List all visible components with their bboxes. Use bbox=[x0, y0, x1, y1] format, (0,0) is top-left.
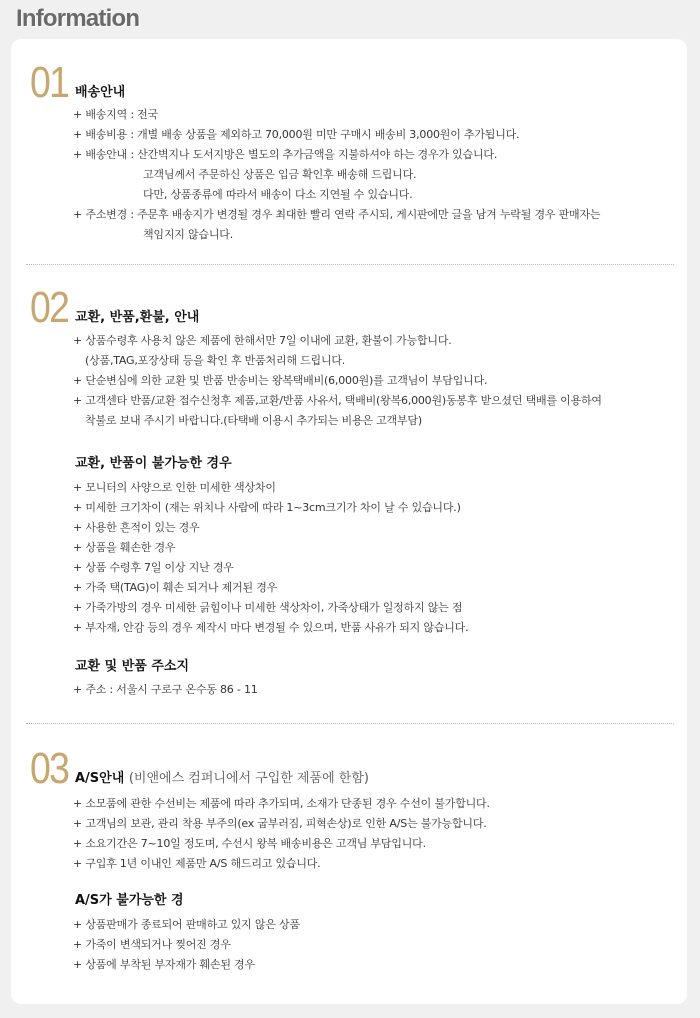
section-title bbox=[75, 767, 369, 786]
page-title: Information bbox=[16, 5, 140, 32]
as-list bbox=[73, 794, 490, 874]
section-title: 배송안내 bbox=[75, 85, 126, 100]
list-item: + 소요기간은 7~10일 정도며, 수선시 왕복 배송비용은 고객님 부담입니다. bbox=[73, 837, 426, 850]
return-address-list bbox=[73, 680, 258, 700]
list-item: + 미세한 크기차이 (재는 위치나 사람에 따라 1~3cm크기가 차이 날 수 있습니다.) bbox=[73, 501, 461, 514]
section-title-text: A/S안내 bbox=[75, 771, 125, 786]
list-item: + 고객센타 반품/교환 접수신청후 제품,교환/반품 사유서, 택배비(왕복6,000원)동봉후 받으셨던 택배를 이용하여 bbox=[73, 394, 602, 407]
list-item: 고객님께서 주문하신 상품은 입금 확인후 배송해 드립니다. bbox=[143, 168, 417, 181]
subsection-title: 교환, 반품이 불가능한 경우 bbox=[75, 456, 232, 471]
list-item: + 단순변심에 의한 교환 및 반품 반송비는 왕복택배비(6,000원)를 고객님이 부담입니다. bbox=[73, 374, 488, 387]
list-item: + 배송지역 : 전국 bbox=[73, 108, 158, 121]
list-item: + 가죽가방의 경우 미세한 긁힘이나 미세한 색상차이, 가죽상태가 일정하지 않는 점 bbox=[73, 601, 463, 614]
list-item: + 고객님의 보관, 관리 착용 부주의(ex 굽부러짐, 피혁손상)로 인한 A/S는 불가능합니다. bbox=[73, 817, 487, 830]
list-item: + 상품수령후 사용치 않은 제품에 한해서만 7일 이내에 교환, 환불이 가능합니다. bbox=[73, 334, 452, 347]
list-item: + 주소 : 서울시 구로구 온수동 86 - 11 bbox=[73, 683, 258, 696]
info-card bbox=[11, 39, 687, 1004]
list-item: + 사용한 흔적이 있는 경우 bbox=[73, 521, 200, 534]
list-item: + 배송비용 : 개별 배송 상품을 제외하고 70,000원 미만 구매시 배송비 3,000원이 추가됩니다. bbox=[73, 128, 520, 141]
section-number: 02 bbox=[30, 283, 69, 332]
list-item: 다만, 상품종류에 따라서 배송이 다소 지연될 수 있습니다. bbox=[143, 188, 413, 201]
no-as-list bbox=[73, 915, 300, 975]
section-number: 03 bbox=[30, 744, 69, 793]
list-item: 책임지지 않습니다. bbox=[143, 228, 234, 241]
list-item: (상품,TAG,포장상태 등을 확인 후 반품처리해 드립니다. bbox=[85, 354, 346, 367]
list-item: + 구입후 1년 이내인 제품만 A/S 해드리고 있습니다. bbox=[73, 857, 321, 870]
no-exchange-list bbox=[73, 478, 468, 638]
list-item: + 상품에 부착된 부자재가 훼손된 경우 bbox=[73, 958, 255, 971]
shipping-list bbox=[73, 105, 600, 245]
divider bbox=[26, 723, 674, 724]
subsection-title: 교환 및 반품 주소지 bbox=[75, 659, 190, 674]
list-item: + 소모품에 관한 수선비는 제품에 따라 추가되며, 소재가 단종된 경우 수선이 불가합니다. bbox=[73, 797, 490, 810]
list-item: 착불로 보내 주시기 바랍니다.(타택배 이용시 추가되는 비용은 고객부담) bbox=[85, 414, 422, 427]
section-title: 교환, 반품,환불, 안내 bbox=[75, 310, 200, 325]
list-item: + 배송안내 : 산간벽지나 도서지방은 별도의 추가금액을 지불하셔야 하는 경우가 있습니다. bbox=[73, 148, 498, 161]
divider bbox=[26, 264, 674, 265]
list-item: + 주소변경 : 주문후 배송지가 변경될 경우 최대한 빨리 연락 주시되, 게시판에만 글을 남겨 누락될 경우 판매자는 bbox=[73, 208, 601, 221]
list-item: + 부자재, 안감 등의 경우 제작시 마다 변경될 수 있으며, 반품 사유가 되지 않습니다. bbox=[73, 621, 469, 634]
exchange-list bbox=[73, 331, 602, 431]
section-number: 01 bbox=[30, 58, 69, 107]
list-item: + 상품을 훼손한 경우 bbox=[73, 541, 176, 554]
list-item: + 모니터의 사양으로 인한 미세한 색상차이 bbox=[73, 481, 276, 494]
list-item: + 상품 수령후 7일 이상 지난 경우 bbox=[73, 561, 234, 574]
subsection-title: A/S가 불가능한 경 bbox=[75, 893, 184, 908]
section-title-note: (비앤에스 컴퍼니에서 구입한 제품에 한함) bbox=[128, 771, 369, 786]
list-item: + 상품판매가 종료되어 판매하고 있지 않은 상품 bbox=[73, 918, 300, 931]
list-item: + 가죽이 변색되거나 찢어진 경우 bbox=[73, 938, 231, 951]
list-item: + 가죽 택(TAG)이 훼손 되거나 제거된 경우 bbox=[73, 581, 278, 594]
